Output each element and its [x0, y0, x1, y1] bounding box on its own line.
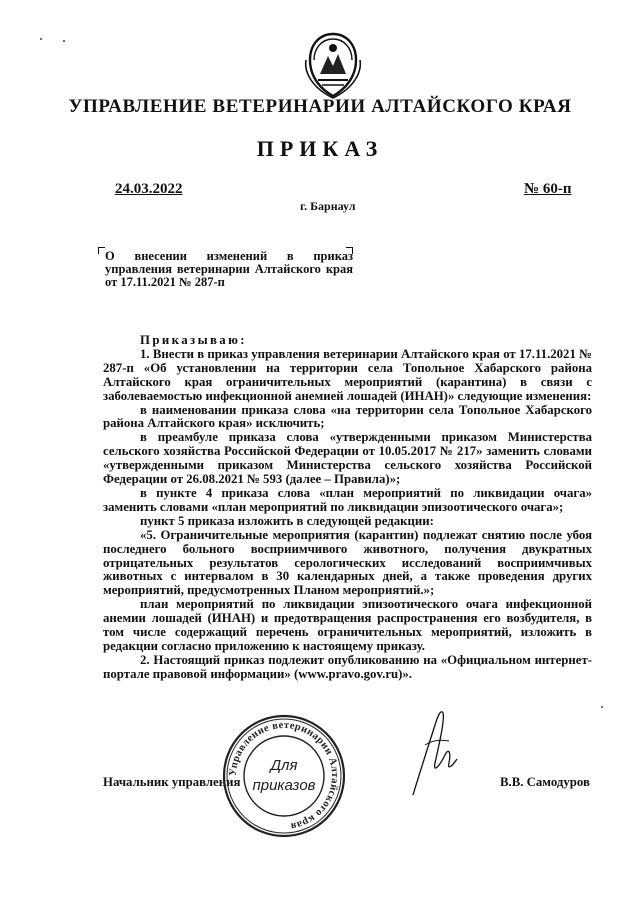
paragraph-5: пункт 5 приказа изложить в следующей редакции:	[140, 513, 434, 528]
document-subject: О внесении изменений в приказ управления ветеринарии Алтайского края от 17.11.2021 № 287-п	[105, 249, 353, 289]
scan-speck	[63, 40, 65, 42]
paragraph-6: «5. Ограничительные мероприятия (карантин) подлежат снятию после убоя последнего больного восприимчивого животного, получения двукратных отрицательных результатов серологических исследований восприимчивых животных с интервалом в 30 календарных дней, а также проведения других мероприятий, предусмотренных Планом мероприятий.»;	[103, 527, 592, 598]
document-body	[103, 334, 592, 682]
signer-position: Начальник управления	[103, 775, 241, 789]
document-city: г. Барнаул	[300, 199, 356, 213]
stamp-ring-text: Управление ветеринарии Алтайского края	[227, 719, 341, 832]
stamp-center-line2: приказов	[252, 777, 316, 794]
paragraph-8: 2. Настоящий приказ подлежит опубликованию на «Официальном интернет-портале правовой информации» (www.pravo.gov.ru)».	[103, 652, 592, 681]
official-stamp	[220, 712, 348, 840]
paragraph-3: в преамбуле приказа слова «утвержденными приказом Министерства сельского хозяйства Российской Федерации от 10.05.2017 № 217» заменить словами «утвержденными приказом Министерства сельского хозяйства Российской Федерации от 26.08.2021 № 593 (далее – Правила)»;	[103, 430, 592, 487]
order-word: Приказываю:	[140, 333, 247, 347]
stamp-center-line1: Для	[270, 757, 298, 774]
paragraph-1: 1. Внести в приказ управления ветеринарии Алтайского края от 17.11.2021 № 287-п «Об установлении на территории села Топольное Хабарского района Алтайского края ограничительных мероприятий (карантина) в связи с заболеваемостью инфекционной анемией лошадей (ИНАН)» следующие изменения:	[103, 346, 592, 403]
bracket-top-left	[98, 247, 105, 254]
scan-speck	[40, 38, 42, 40]
paragraph-2: в наименовании приказа слова «на территории села Топольное Хабарского района Алтайского края» исключить;	[103, 402, 592, 431]
paragraph-4: в пункте 4 приказа слова «план мероприятий по ликвидации очага» заменить словами «план мероприятий по ликвидации эпизоотического очага»;	[103, 485, 592, 514]
document-date: 24.03.2022	[115, 181, 183, 197]
document-number: № 60-п	[524, 181, 572, 197]
scan-speck	[601, 706, 603, 708]
paragraph-7: план мероприятий по ликвидации эпизоотического очага инфекционной анемии лошадей (ИНАН) и предотвращения распространения его возбудителя, в том числе содержащий перечень ограничительных мероприятий, изложить в редакции согласно приложению к настоящему приказу.	[103, 597, 592, 653]
organization-name: УПРАВЛЕНИЕ ВЕТЕРИНАРИИ АЛТАЙСКОГО КРАЯ	[68, 96, 572, 117]
signer-name: В.В. Самодуров	[500, 775, 590, 789]
document-title: ПРИКАЗ	[256, 136, 384, 161]
handwritten-signature	[405, 705, 465, 800]
coat-of-arms-icon	[300, 30, 366, 100]
